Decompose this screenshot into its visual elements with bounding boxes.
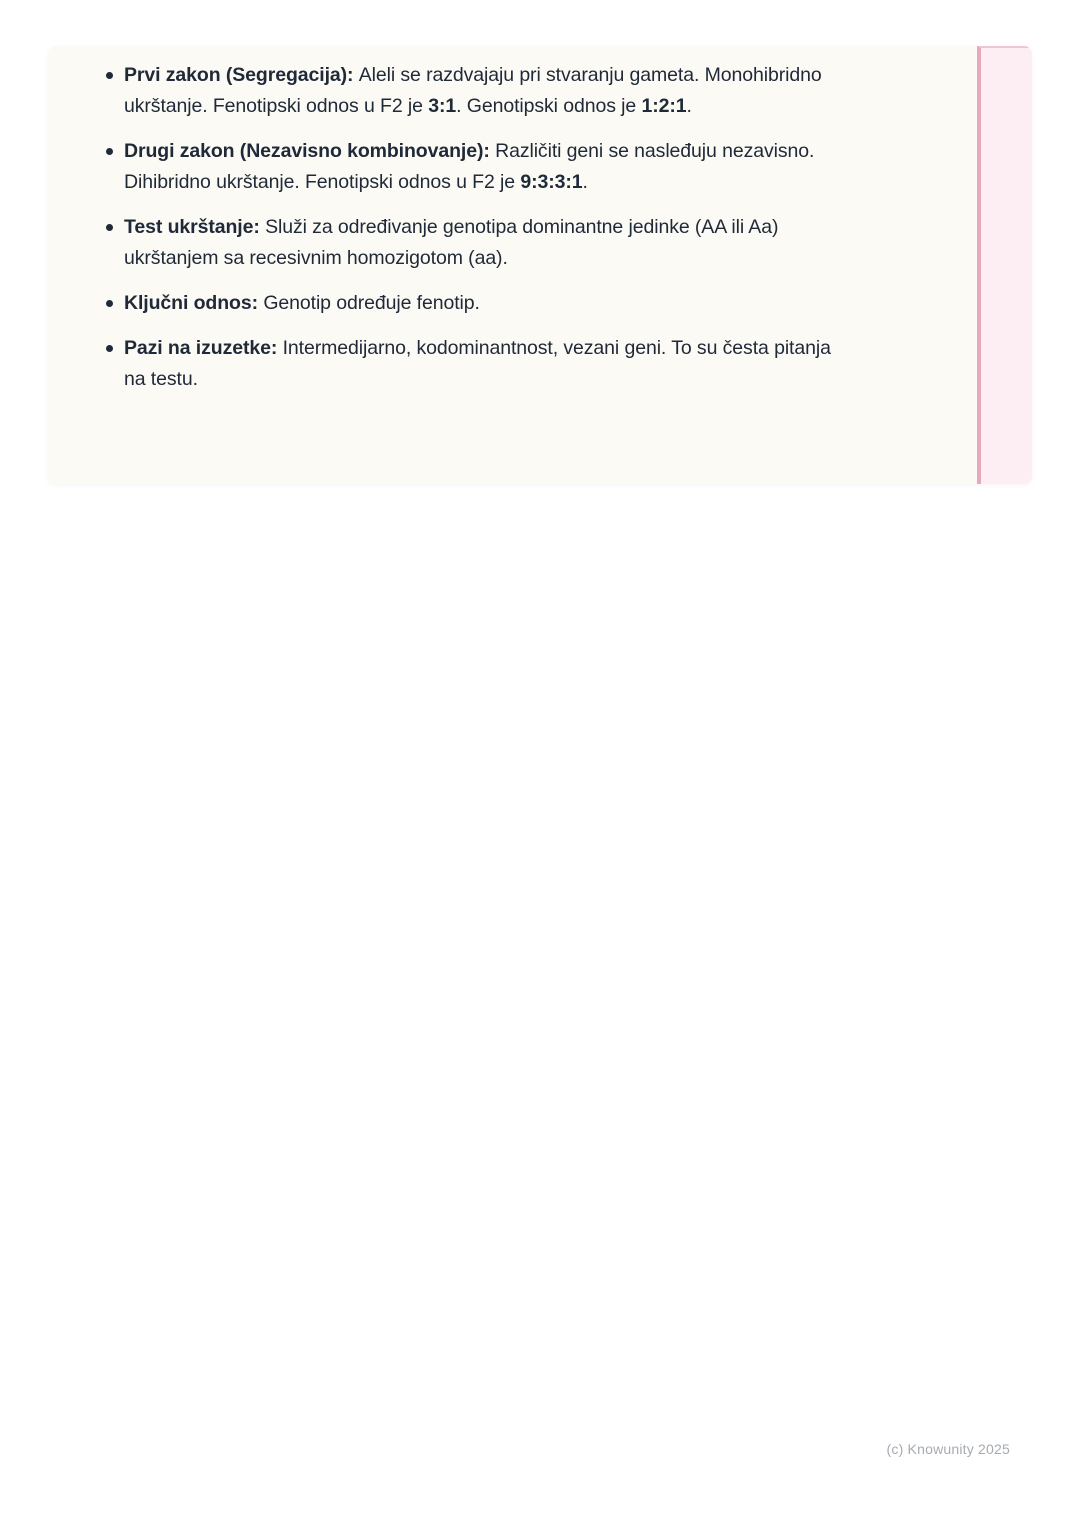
item-term: 1:2:1 [641, 95, 687, 117]
item-text: Služi za određivanje genotipa dominantne jedinke (AA ili Aa) ukrštanjem sa recesivnim homozigotom (aa). [124, 216, 779, 269]
item-term: Prvi zakon (Segregacija): [124, 64, 359, 86]
copyright-text: (c) Knowunity 2025 [886, 1441, 1010, 1457]
item-term: Test ukrštanje: [124, 216, 266, 238]
bullet-icon [106, 300, 113, 307]
item-term: Pazi na izuzetke: [124, 337, 283, 359]
list-item [105, 333, 842, 395]
item-text: . Genotipski odnos je [456, 95, 642, 117]
bullet-icon [106, 345, 113, 352]
item-term: 9:3:3:1 [520, 171, 583, 193]
note-content [48, 46, 977, 484]
item-text: . [686, 95, 692, 117]
item-text: Različiti geni se nasleđuju nezavisno. Dihibridno ukrštanje. Fenotipski odnos u F2 je [124, 140, 815, 193]
item-text: Intermedijarno, kodominantnost, vezani geni. To su česta pitanja na testu. [124, 337, 831, 390]
accent-strip [977, 46, 1032, 484]
note-card [48, 46, 1032, 484]
item-term: Ključni odnos: [124, 292, 264, 314]
list-item [105, 136, 842, 198]
item-text: Aleli se razdvajaju pri stvaranju gameta. Monohibridno ukrštanje. Fenotipski odnos u F2 je [124, 64, 822, 117]
notes-list [105, 60, 842, 395]
item-text: Genotip određuje fenotip. [263, 292, 480, 314]
item-term: Drugi zakon (Nezavisno kombinovanje): [124, 140, 496, 162]
list-item [105, 288, 842, 319]
item-text: . [582, 171, 588, 193]
bullet-icon [106, 148, 113, 155]
list-item [105, 212, 842, 274]
bullet-icon [106, 72, 113, 79]
item-term: 3:1 [428, 95, 457, 117]
list-item [105, 60, 842, 122]
bullet-icon [106, 224, 113, 231]
